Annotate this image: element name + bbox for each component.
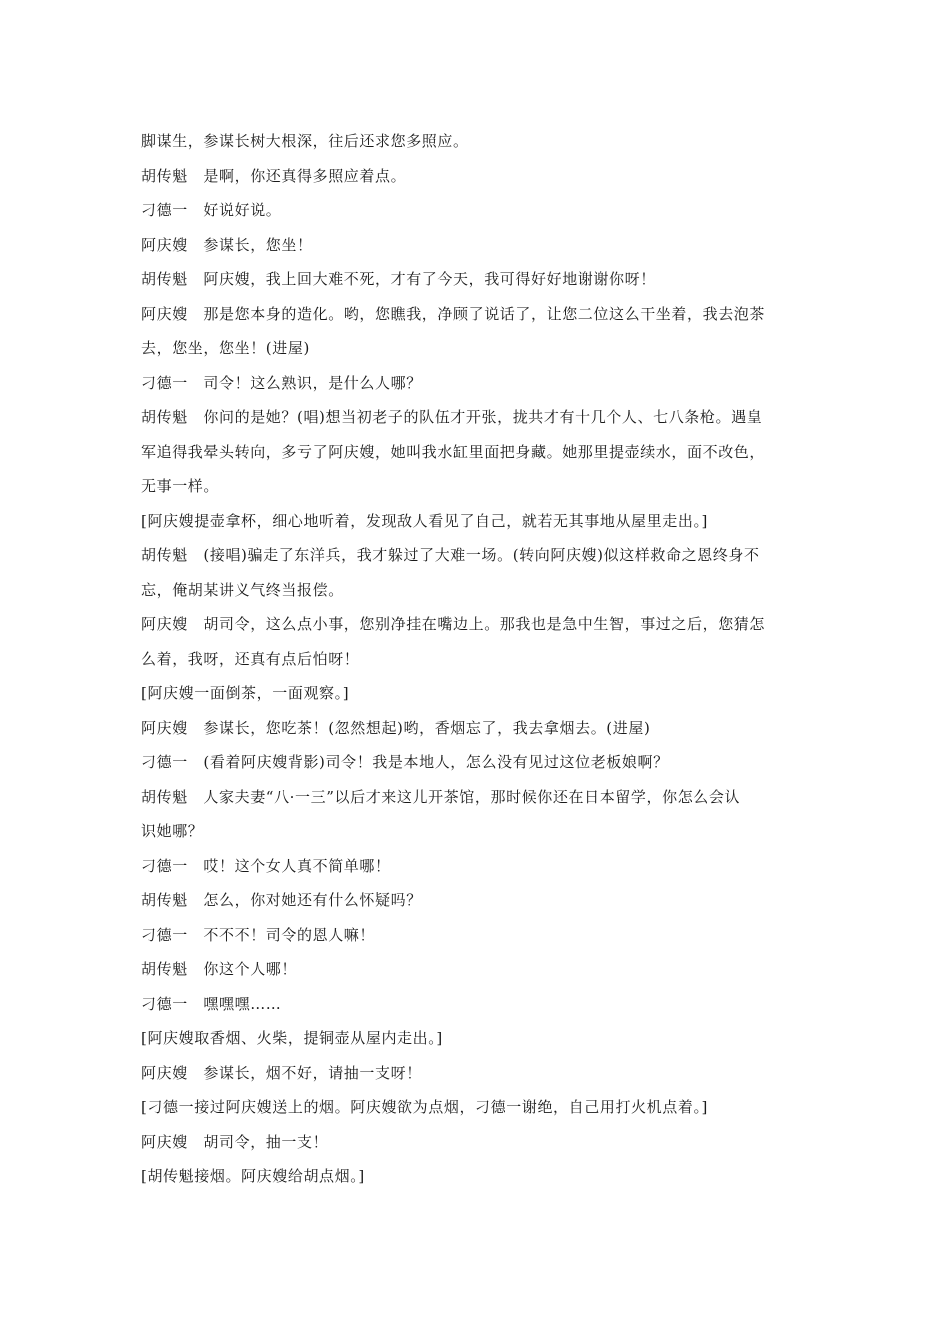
text-line: 阿庆嫂 胡司令，这么点小事，您别净挂在嘴边上。那我也是急中生智，事过之后，您猜怎 (141, 615, 766, 633)
text-line: 胡传魁 怎么，你对她还有什么怀疑吗？ (141, 891, 422, 909)
text-line: 忘，俺胡某讲义气终当报偿。 (141, 580, 344, 599)
script-text-block (141, 124, 813, 1194)
text-line: 刁德一 司令！这么熟识，是什么人哪？ (141, 373, 422, 392)
text-line: 刁德一 不不不！司令的恩人嘛！ (141, 925, 376, 944)
text-line: 阿庆嫂 那是您本身的造化。哟，您瞧我，净顾了说话了，让您二位这么干坐着，我去泡茶 (141, 304, 766, 323)
text-line: 胡传魁 你问的是她？(唱)想当初老子的队伍才开张，拢共才有十几个人、七八条枪。遇皇 (141, 408, 763, 426)
text-line: [阿庆嫂取香烟、火柴，提铜壶从屋内走出。] (141, 1029, 443, 1047)
text-line: 胡传魁 (接唱)骗走了东洋兵，我才躲过了大难一场。(转向阿庆嫂)似这样救命之恩终身不 (141, 546, 760, 564)
text-line: 胡传魁 你这个人哪！ (141, 960, 298, 978)
text-line: 刁德一 嘿嘿嘿…… (141, 994, 282, 1013)
text-line: 无事一样。 (141, 477, 220, 495)
text-line: 胡传魁 人家夫妻“八·一三”以后才来这儿开茶馆，那时候你还在日本留学，你怎么会认 (141, 787, 741, 806)
text-line: [胡传魁接烟。阿庆嫂给胡点烟。] (141, 1167, 365, 1185)
text-line: 军追得我晕头转向，多亏了阿庆嫂，她叫我水缸里面把身藏。她那里提壶续水，面不改色， (141, 442, 766, 461)
text-line: [刁德一接过阿庆嫂送上的烟。阿庆嫂欲为点烟，刁德一谢绝，自己用打火机点着。] (141, 1098, 709, 1116)
text-line: 刁德一 好说好说。 (141, 201, 282, 219)
text-line: 刁德一 哎！这个女人真不简单哪！ (141, 856, 391, 875)
text-line: 么着，我呀，还真有点后怕呀！ (141, 649, 360, 668)
text-line: 阿庆嫂 参谋长，烟不好，请抽一支呀！ (141, 1063, 422, 1082)
text-line: 阿庆嫂 参谋长，您吃茶！(忽然想起)哟，香烟忘了，我去拿烟去。(进屋) (141, 718, 651, 737)
text-line: [阿庆嫂提壶拿杯，细心地听着，发现敌人看见了自己，就若无其事地从屋里走出。] (141, 511, 709, 530)
text-line: [阿庆嫂一面倒茶，一面观察。] (141, 684, 350, 702)
text-line: 胡传魁 阿庆嫂，我上回大难不死，才有了今天，我可得好好地谢谢你呀！ (141, 270, 656, 288)
text-line: 阿庆嫂 参谋长，您坐！ (141, 235, 313, 254)
text-line: 阿庆嫂 胡司令，抽一支！ (141, 1132, 329, 1151)
text-line: 胡传魁 是啊，你还真得多照应着点。 (141, 166, 407, 185)
text-line: 刁德一 (看着阿庆嫂背影)司令！我是本地人，怎么没有见过这位老板娘啊？ (141, 753, 669, 771)
text-line: 去，您坐，您坐！(进屋) (141, 339, 310, 357)
text-line: 脚谋生，参谋长树大根深，往后还求您多照应。 (141, 132, 469, 150)
text-line: 识她哪？ (141, 822, 204, 840)
